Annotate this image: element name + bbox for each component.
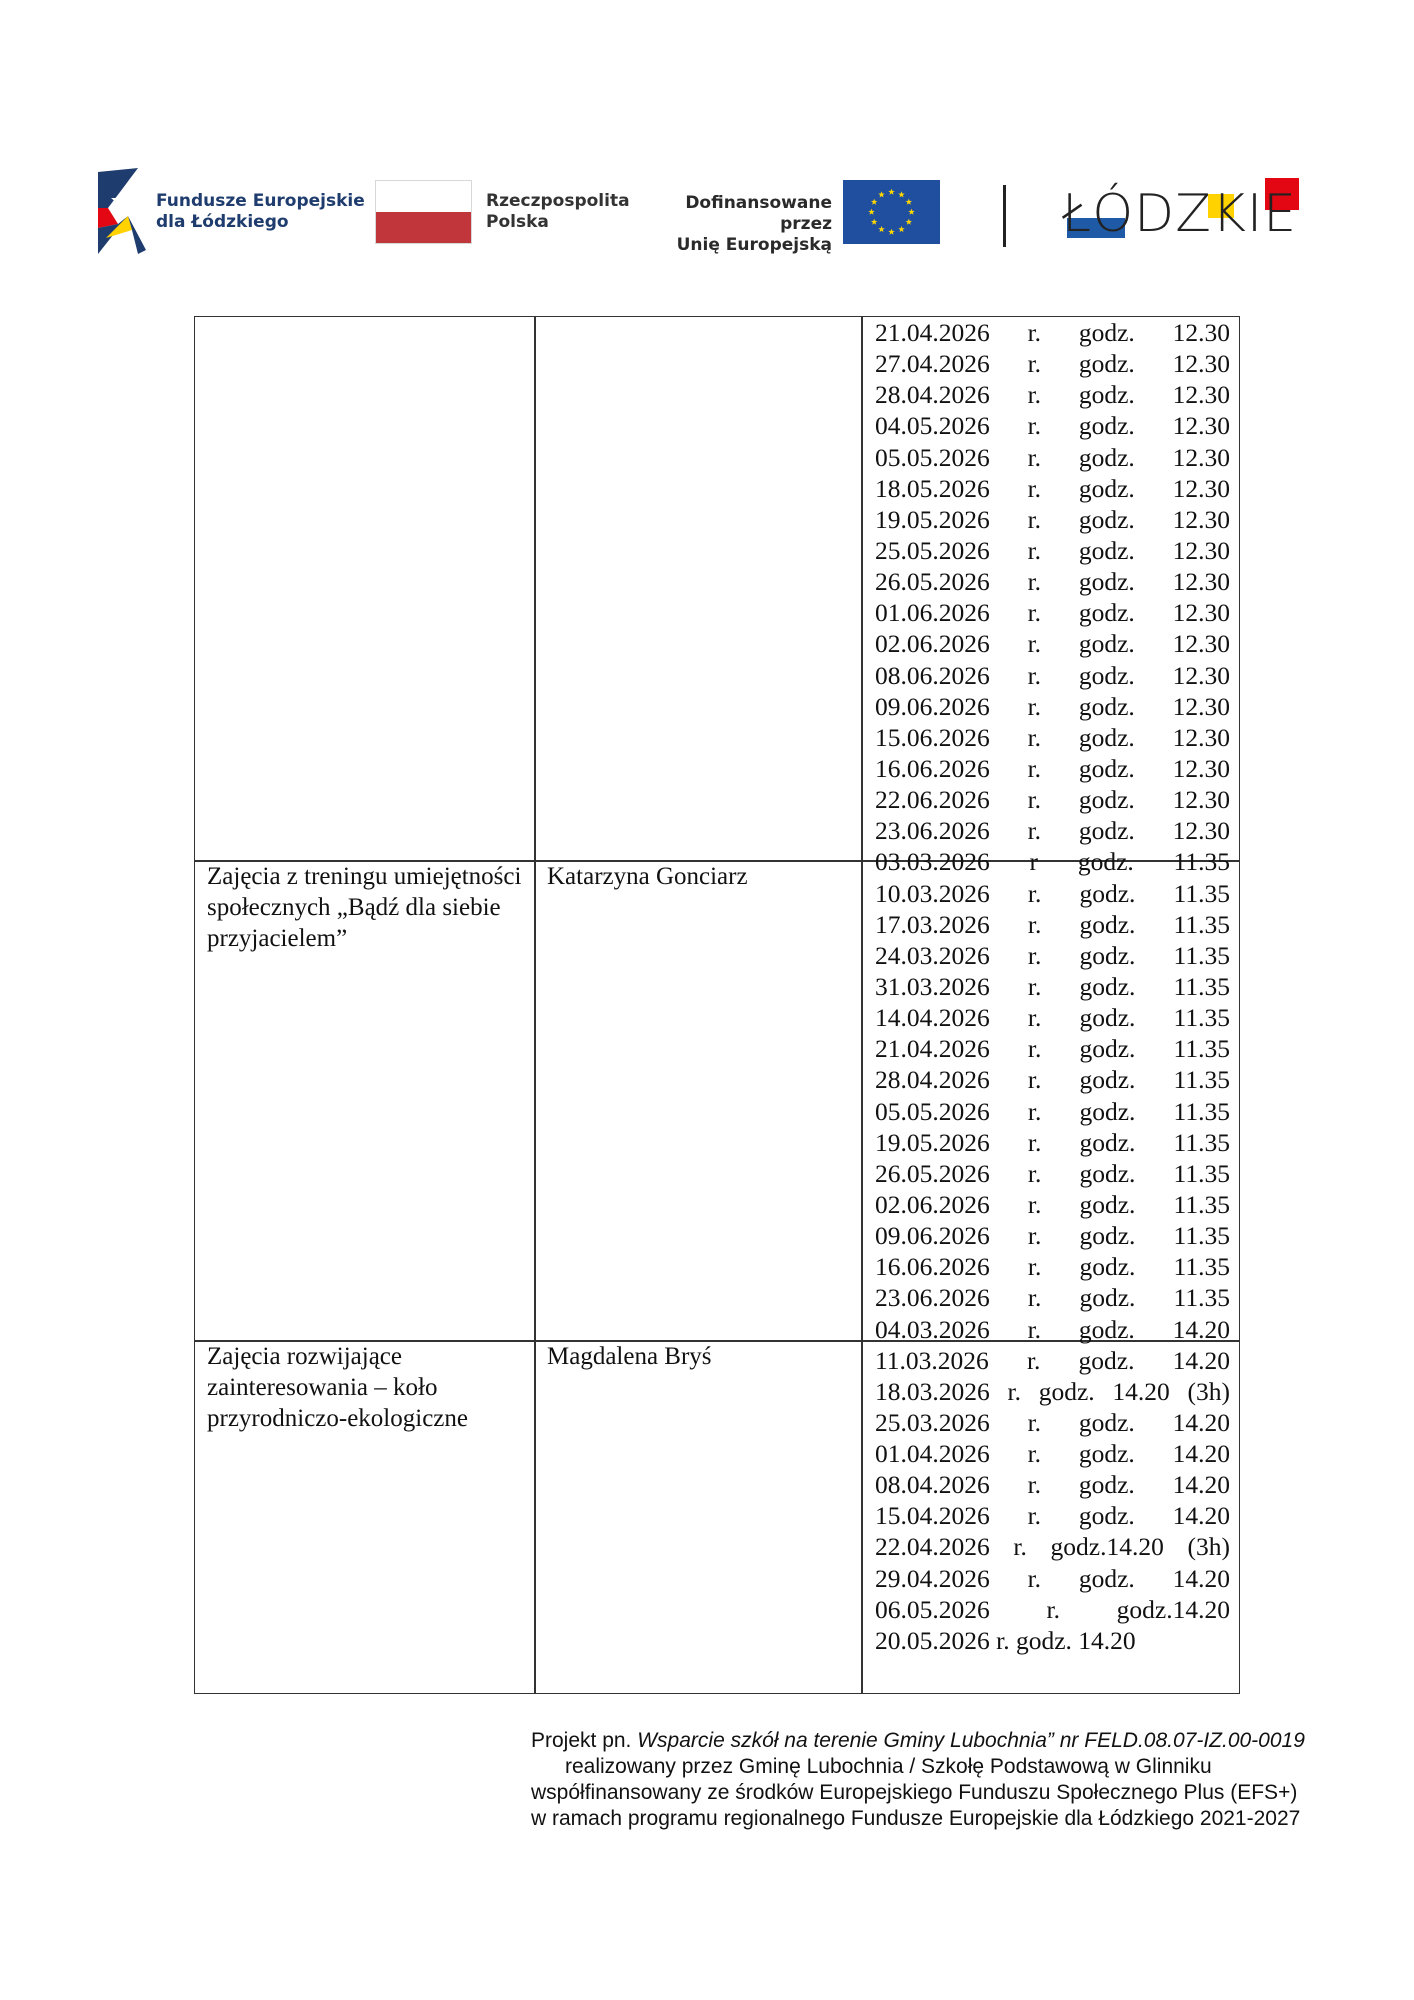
schedule-date-entry: 15.04.2026 r. godz. 14.20 xyxy=(875,1501,1230,1531)
schedule-date-entry: 19.05.2026 r. godz. 11.35 xyxy=(875,1127,1230,1157)
schedule-date-entry: 28.04.2026 r. godz. 12.30 xyxy=(875,380,1230,410)
schedule-date-entry: 14.04.2026 r. godz. 11.35 xyxy=(875,1003,1230,1033)
lodzkie-wordmark: ŁÓDZKIE xyxy=(1062,184,1298,244)
schedule-date-entry: 09.06.2026 r. godz. 12.30 xyxy=(875,691,1230,721)
schedule-date-entry: 22.04.2026 r. godz.14.20 (3h) xyxy=(875,1532,1230,1562)
schedule-date-entry: 04.05.2026 r. godz. 12.30 xyxy=(875,411,1230,441)
schedule-table xyxy=(194,316,1240,1694)
schedule-date-entry: 02.06.2026 r. godz. 12.30 xyxy=(875,629,1230,659)
schedule-date-entry: 20.05.2026 r. godz. 14.20 xyxy=(875,1625,1136,1655)
schedule-date-entry: 04.03.2026 r. godz. 14.20 xyxy=(875,1314,1230,1344)
schedule-date-entry: 01.04.2026 r. godz. 14.20 xyxy=(875,1439,1230,1469)
schedule-date-entry: 02.06.2026 r. godz. 11.35 xyxy=(875,1189,1230,1219)
schedule-date-entry: 28.04.2026 r. godz. 11.35 xyxy=(875,1065,1230,1095)
schedule-date-entry: 26.05.2026 r. godz. 12.30 xyxy=(875,567,1230,597)
logo-divider xyxy=(1003,185,1006,247)
schedule-date-entry: 18.05.2026 r. godz. 12.30 xyxy=(875,473,1230,503)
pl-logo-text: Rzeczpospolita Polska xyxy=(486,191,630,232)
date-list xyxy=(875,317,1230,1656)
schedule-date-entry: 26.05.2026 r. godz. 11.35 xyxy=(875,1158,1230,1188)
activity-name: Zajęcia rozwijające zainteresowania – koło przyrodniczo-ekologiczne xyxy=(207,1343,468,1432)
schedule-date-entry: 29.04.2026 r. godz. 14.20 xyxy=(875,1563,1230,1593)
footer-line-4: w ramach programu regionalnego Fundusze Europejskie dla Łódzkiego 2021-2027 xyxy=(531,1807,1301,1830)
schedule-date-entry: 16.06.2026 r. godz. 12.30 xyxy=(875,753,1230,783)
lodzkie-logo-icon xyxy=(1062,178,1322,248)
schedule-date-entry: 23.06.2026 r. godz. 12.30 xyxy=(875,816,1230,846)
schedule-date-entry: 21.04.2026 r. godz. 12.30 xyxy=(875,318,1230,347)
footer-line-1: Projekt pn. Wsparcie szkół na terenie Gminy Lubochnia” nr FELD.08.07-IZ.00-0019 xyxy=(531,1729,1305,1752)
schedule-date-entry: 25.05.2026 r. godz. 12.30 xyxy=(875,535,1230,565)
schedule-date-entry: 05.05.2026 r. godz. 12.30 xyxy=(875,442,1230,472)
schedule-date-entry: 31.03.2026 r. godz. 11.35 xyxy=(875,971,1230,1001)
column-divider xyxy=(534,317,536,1693)
schedule-date-entry: 21.04.2026 r. godz. 11.35 xyxy=(875,1034,1230,1064)
schedule-date-entry: 16.06.2026 r. godz. 11.35 xyxy=(875,1252,1230,1282)
column-divider xyxy=(861,317,863,1693)
teacher-name: Magdalena Bryś xyxy=(547,1343,712,1370)
schedule-date-entry: 11.03.2026 r. godz. 14.20 xyxy=(875,1345,1230,1375)
schedule-date-entry: 05.05.2026 r. godz. 11.35 xyxy=(875,1096,1230,1126)
schedule-date-entry: 23.06.2026 r. godz. 11.35 xyxy=(875,1283,1230,1313)
project-footer xyxy=(531,1728,1414,1832)
schedule-date-entry: 15.06.2026 r. godz. 12.30 xyxy=(875,722,1230,752)
footer-line-3: współfinansowany ze środków Europejskiego Funduszu Społecznego Plus (EFS+) xyxy=(531,1781,1298,1804)
activity-name: Zajęcia z treningu umiejętności społecznych „Bądź dla siebie przyjacielem” xyxy=(207,863,522,952)
schedule-date-entry: 08.06.2026 r. godz. 12.30 xyxy=(875,660,1230,690)
schedule-date-entry: 18.03.2026 r. godz. 14.20 (3h) xyxy=(875,1376,1230,1406)
fe-logo-text: Fundusze Europejskie dla Łódzkiego xyxy=(156,191,365,232)
schedule-date-entry: 06.05.2026 r. godz.14.20 xyxy=(875,1594,1230,1624)
schedule-date-entry: 24.03.2026 r. godz. 11.35 xyxy=(875,940,1230,970)
eu-flag-icon xyxy=(843,180,940,244)
schedule-date-entry: 17.03.2026 r. godz. 11.35 xyxy=(875,909,1230,939)
polish-flag-icon xyxy=(375,180,472,244)
schedule-date-entry: 19.05.2026 r. godz. 12.30 xyxy=(875,504,1230,534)
schedule-date-entry: 25.03.2026 r. godz. 14.20 xyxy=(875,1407,1230,1437)
schedule-date-entry: 27.04.2026 r. godz. 12.30 xyxy=(875,349,1230,379)
schedule-date-entry: 08.04.2026 r. godz. 14.20 xyxy=(875,1470,1230,1500)
teacher-name: Katarzyna Gonciarz xyxy=(547,863,748,890)
schedule-date-entry: 01.06.2026 r. godz. 12.30 xyxy=(875,598,1230,628)
schedule-date-entry: 09.06.2026 r. godz. 11.35 xyxy=(875,1221,1230,1251)
eu-logo-text: Dofinansowane przez Unię Europejską xyxy=(676,193,832,255)
logo-bar xyxy=(0,160,1414,260)
schedule-date-entry: 10.03.2026 r. godz. 11.35 xyxy=(875,878,1230,908)
fe-star-logo-icon xyxy=(98,168,146,254)
footer-line-2: realizowany przez Gminę Lubochnia / Szkołę Podstawową w Glinniku xyxy=(565,1755,1212,1778)
schedule-date-entry: 03.03.2026 r godz. 11.35 xyxy=(875,847,1230,877)
schedule-date-entry: 22.06.2026 r. godz. 12.30 xyxy=(875,785,1230,815)
